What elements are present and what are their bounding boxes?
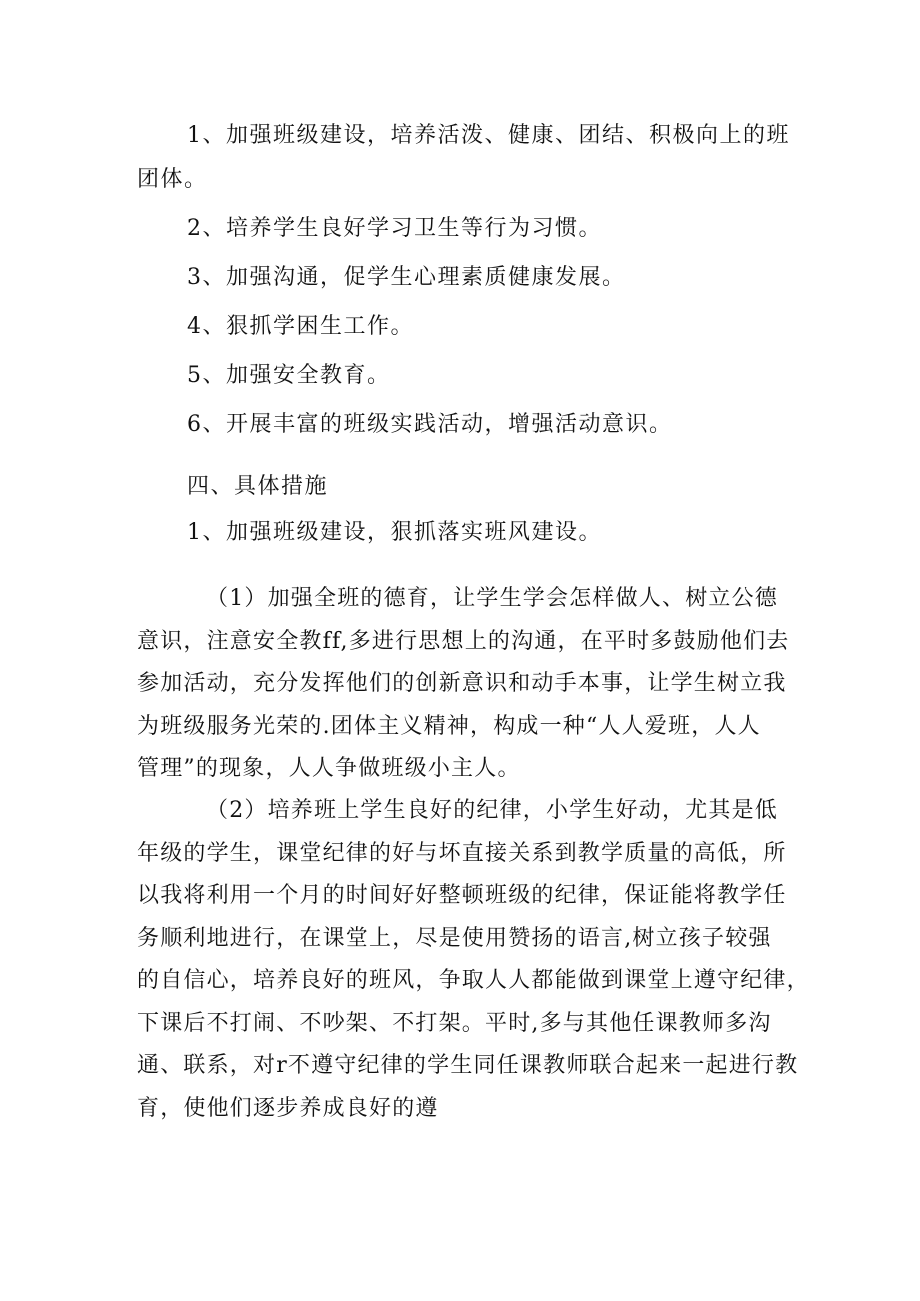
goal-item-2: 2、培养学生良好学习卫生等行为习惯。 [187, 216, 602, 241]
goal-item-1-line-2: 团体。 [137, 167, 208, 192]
measure-paragraph-2 [137, 790, 810, 1130]
paragraph-line: 年级的学生，课堂纪律的好与坏直接关系到教学质量的高低，所 [137, 840, 787, 866]
paragraph-line: 通、联系，对r不遵守纪律的学生同任课教师联合起来一起进行教 [137, 1053, 799, 1078]
paragraph-line: 为班级服务光荣的.团体主义精神，构成一种“人人爱班，人人 [137, 713, 761, 739]
paragraph-line: （2）培养班上学生良好的纪律，小学生好动，尤其是低 [206, 798, 778, 823]
paragraph-line: 参加活动，充分发挥他们的创新意识和动手本事，让学生树立我 [137, 671, 787, 696]
paragraph-line: 管理”的现象，人人争做班级小主人。 [137, 756, 521, 781]
paragraph-line: 以我将利用一个月的时间好好整顿班级的纪律，保证能将教学任 [137, 883, 787, 908]
paragraph-line: （1）加强全班的德育，让学生学会怎样做人、树立公德 [206, 586, 778, 611]
measure-item-1: 1、加强班级建设，狠抓落实班风建设。 [187, 520, 602, 545]
paragraph-line: 下课后不打闹、不吵架、不打架。平时,多与其他任课教师多沟 [137, 1010, 772, 1036]
goal-item-5: 5、加强安全教育。 [187, 363, 391, 388]
paragraph-line: 务顺利地进行，在课堂上，尽是使用赞扬的语言,树立孩子较强 [137, 925, 772, 951]
paragraph-line: 的自信心，培养良好的班风，争取人人都能做到课堂上遵守纪律， [137, 968, 810, 993]
goal-item-4: 4、狠抓学困生工作。 [187, 314, 414, 339]
goal-item-3: 3、加强沟通，促学生心理素质健康发展。 [187, 265, 626, 290]
measure-paragraph-1 [137, 578, 790, 791]
goal-item-1-line-1: 1、加强班级建设，培养活泼、健康、团结、积极向上的班 [187, 123, 790, 148]
paragraph-line: 意识，注意安全教ff,多进行思想上的沟通，在平时多鼓励他们去 [137, 628, 790, 654]
section-heading: 四、具体措施 [187, 474, 329, 499]
paragraph-line: 育，使他们逐步养成良好的遵 [137, 1095, 439, 1121]
goal-item-6: 6、开展丰富的班级实践活动，增强活动意识。 [187, 412, 673, 437]
